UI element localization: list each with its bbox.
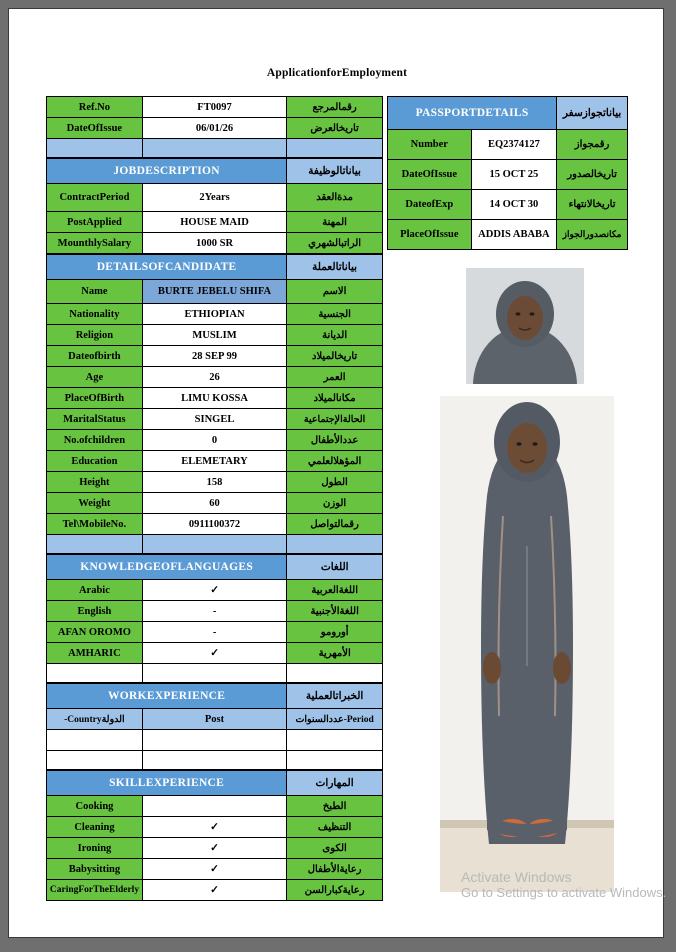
post-applied-value: HOUSE MAID [142, 212, 286, 233]
religion-arabic: الديانة [287, 325, 383, 346]
contract-period-arabic: مدةالعقد [287, 184, 383, 212]
passport-exp-label: DateofExp [388, 190, 472, 220]
job-description-header-arabic: بياناتالوظيفة [287, 159, 383, 184]
work-header: WORKEXPERIENCE [47, 684, 287, 709]
table-row [47, 430, 383, 451]
table-row [388, 190, 628, 220]
height-label: Height [47, 472, 143, 493]
mobile-arabic: رقمالتواصل [287, 514, 383, 535]
spacer-cell-1 [47, 535, 143, 554]
cleaning-label: Cleaning [47, 817, 143, 838]
ref-no-arabic: رقمالمرجع [287, 97, 383, 118]
cooking-arabic: الطبخ [287, 796, 383, 817]
education-label: Education [47, 451, 143, 472]
spacer-row [47, 535, 383, 554]
monthly-salary-value: 1000 SR [142, 233, 286, 254]
passport-issue-value: 15 OCT 25 [471, 160, 557, 190]
table-row [47, 118, 383, 139]
work-experience-table [46, 683, 383, 770]
date-of-issue-label: DateOfIssue [47, 118, 143, 139]
date-of-issue-value: 06/01/26 [142, 118, 286, 139]
marital-status-arabic: الحالةالإجتماعية [287, 409, 383, 430]
passport-table [387, 96, 628, 250]
cooking-label: Cooking [47, 796, 143, 817]
table-row [388, 97, 628, 130]
nationality-label: Nationality [47, 304, 143, 325]
ironing-label: Ironing [47, 838, 143, 859]
spacer-cell-2 [142, 139, 286, 158]
table-row [47, 580, 383, 601]
post-applied-label: PostApplied [47, 212, 143, 233]
amharic-lang-arabic: الأمهرية [287, 643, 383, 664]
table-row [47, 838, 383, 859]
children-arabic: عددالأطفال [287, 430, 383, 451]
spacer-cell-2 [142, 751, 286, 770]
babysitting-value: ✓ [142, 859, 286, 880]
skills-header-arabic: المهارات [287, 771, 383, 796]
table-row [47, 796, 383, 817]
monthly-salary-arabic: الراتبالشهري [287, 233, 383, 254]
name-label: Name [47, 280, 143, 304]
name-value: BURTE JEBELU SHIFA [142, 280, 286, 304]
religion-value: MUSLIM [142, 325, 286, 346]
elderly-care-label: CaringForTheElderly [47, 880, 143, 901]
babysitting-label: Babysitting [47, 859, 143, 880]
watermark-line-1: Activate Windows [461, 869, 572, 885]
spacer-row [47, 139, 383, 158]
place-of-birth-arabic: مكانالميلاد [287, 388, 383, 409]
passport-header-arabic: بياناتجوازسفر [557, 97, 628, 130]
table-row [388, 130, 628, 160]
spacer-cell-1 [47, 751, 143, 770]
oromo-lang-arabic: أورومو [287, 622, 383, 643]
height-arabic: الطول [287, 472, 383, 493]
table-row [388, 220, 628, 250]
languages-header-arabic: اللغات [287, 555, 383, 580]
work-country-value [47, 730, 143, 751]
table-row [47, 255, 383, 280]
ref-table [46, 96, 383, 158]
table-row [47, 643, 383, 664]
languages-header: KNOWLEDGEOFLANGUAGES [47, 555, 287, 580]
weight-label: Weight [47, 493, 143, 514]
ref-no-value: FT0097 [142, 97, 286, 118]
mobile-label: Tel\MobileNo. [47, 514, 143, 535]
passport-number-arabic: رقمجواز [557, 130, 628, 160]
languages-table [46, 554, 383, 683]
job-description-header: JOBDESCRIPTION [47, 159, 287, 184]
dob-value: 28 SEP 99 [142, 346, 286, 367]
table-row [47, 325, 383, 346]
spacer-cell-3 [287, 751, 383, 770]
passport-header: PASSPORTDETAILS [388, 97, 557, 130]
education-arabic: المؤهلالعلمي [287, 451, 383, 472]
passport-issue-arabic: تاريخالصدور [557, 160, 628, 190]
english-lang-arabic: اللغةالأجنبية [287, 601, 383, 622]
age-arabic: العمر [287, 367, 383, 388]
oromo-lang-label: AFAN OROMO [47, 622, 143, 643]
elderly-care-value: ✓ [142, 880, 286, 901]
mobile-value: 0911100372 [142, 514, 286, 535]
table-row [47, 859, 383, 880]
children-value: 0 [142, 430, 286, 451]
table-row [388, 160, 628, 190]
work-header-arabic: الخبراتالعملية [287, 684, 383, 709]
date-of-issue-arabic: تاريخالعرض [287, 118, 383, 139]
passport-number-value: EQ2374127 [471, 130, 557, 160]
marital-status-value: SINGEL [142, 409, 286, 430]
cooking-value [142, 796, 286, 817]
table-row [47, 514, 383, 535]
name-arabic: الاسم [287, 280, 383, 304]
spacer-cell-1 [47, 664, 143, 683]
table-row [47, 233, 383, 254]
contract-period-value: 2Years [142, 184, 286, 212]
table-row [47, 493, 383, 514]
contract-period-label: ContractPeriod [47, 184, 143, 212]
age-label: Age [47, 367, 143, 388]
passport-place-label: PlaceOfIssue [388, 220, 472, 250]
candidate-header-arabic: بياناتالعملة [287, 255, 383, 280]
nationality-value: ETHIOPIAN [142, 304, 286, 325]
passport-exp-arabic: تاريخالانتهاء [557, 190, 628, 220]
left-column [46, 96, 383, 901]
skills-table [46, 770, 383, 901]
work-period-column: عددالسنوات-Period [287, 709, 383, 730]
arabic-lang-arabic: اللغةالعربية [287, 580, 383, 601]
table-row [47, 730, 383, 751]
passport-details-block [387, 96, 628, 250]
spacer-row [47, 751, 383, 770]
windows-activation-watermark [461, 869, 676, 900]
skills-header: SKILLEXPERIENCE [47, 771, 287, 796]
table-row [47, 184, 383, 212]
spacer-row [47, 664, 383, 683]
ironing-arabic: الكوى [287, 838, 383, 859]
dob-arabic: تاريخالميلاد [287, 346, 383, 367]
spacer-cell-3 [287, 535, 383, 554]
work-period-value [287, 730, 383, 751]
spacer-cell-1 [47, 139, 143, 158]
table-row [47, 684, 383, 709]
table-row [47, 388, 383, 409]
document-page [8, 8, 667, 938]
table-row [47, 367, 383, 388]
babysitting-arabic: رعايةالأطفال [287, 859, 383, 880]
education-value: ELEMETARY [142, 451, 286, 472]
table-row [47, 346, 383, 367]
table-row [47, 601, 383, 622]
table-row [47, 472, 383, 493]
candidate-portrait-photo [466, 268, 584, 384]
work-post-value [142, 730, 286, 751]
table-row [47, 304, 383, 325]
candidate-details-table [46, 254, 383, 554]
table-row [47, 880, 383, 901]
post-applied-arabic: المهنة [287, 212, 383, 233]
table-row [47, 771, 383, 796]
elderly-care-arabic: رعايةكبارالسن [287, 880, 383, 901]
table-row [47, 212, 383, 233]
job-description-table [46, 158, 383, 254]
arabic-lang-label: Arabic [47, 580, 143, 601]
passport-exp-value: 14 OCT 30 [471, 190, 557, 220]
table-row [47, 555, 383, 580]
cleaning-arabic: التنظيف [287, 817, 383, 838]
monthly-salary-label: MounthlySalary [47, 233, 143, 254]
passport-place-value: ADDIS ABABA [471, 220, 557, 250]
dob-label: Dateofbirth [47, 346, 143, 367]
spacer-cell-3 [287, 139, 383, 158]
place-of-birth-value: LIMU KOSSA [142, 388, 286, 409]
spacer-cell-3 [287, 664, 383, 683]
spacer-cell-2 [142, 535, 286, 554]
cleaning-value: ✓ [142, 817, 286, 838]
children-label: No.ofchildren [47, 430, 143, 451]
marital-status-label: MaritalStatus [47, 409, 143, 430]
table-row [47, 817, 383, 838]
work-country-column: -Countryالدولة [47, 709, 143, 730]
english-lang-label: English [47, 601, 143, 622]
height-value: 158 [142, 472, 286, 493]
passport-number-label: Number [388, 130, 472, 160]
religion-label: Religion [47, 325, 143, 346]
spacer-cell-2 [142, 664, 287, 683]
age-value: 26 [142, 367, 286, 388]
place-of-birth-label: PlaceOfBirth [47, 388, 143, 409]
ironing-value: ✓ [142, 838, 286, 859]
english-lang-value: - [142, 601, 287, 622]
amharic-lang-label: AMHARIC [47, 643, 143, 664]
passport-issue-label: DateOfIssue [388, 160, 472, 190]
table-row [47, 709, 383, 730]
candidate-header: DETAILSOFCANDIDATE [47, 255, 287, 280]
arabic-lang-value: ✓ [142, 580, 287, 601]
page-title: ApplicationforEmployment [266, 67, 408, 79]
candidate-fullbody-photo [440, 396, 614, 892]
work-post-column: Post [142, 709, 286, 730]
nationality-arabic: الجنسية [287, 304, 383, 325]
table-row [47, 409, 383, 430]
amharic-lang-value: ✓ [142, 643, 287, 664]
oromo-lang-value: - [142, 622, 287, 643]
table-row [47, 622, 383, 643]
table-row [47, 280, 383, 304]
passport-place-arabic: مكانصدورالجواز [557, 220, 628, 250]
watermark-line-2: Go to Settings to activate Windows. [461, 885, 667, 900]
ref-no-label: Ref.No [47, 97, 143, 118]
table-row [47, 451, 383, 472]
table-row [47, 159, 383, 184]
table-row [47, 97, 383, 118]
weight-arabic: الوزن [287, 493, 383, 514]
weight-value: 60 [142, 493, 286, 514]
